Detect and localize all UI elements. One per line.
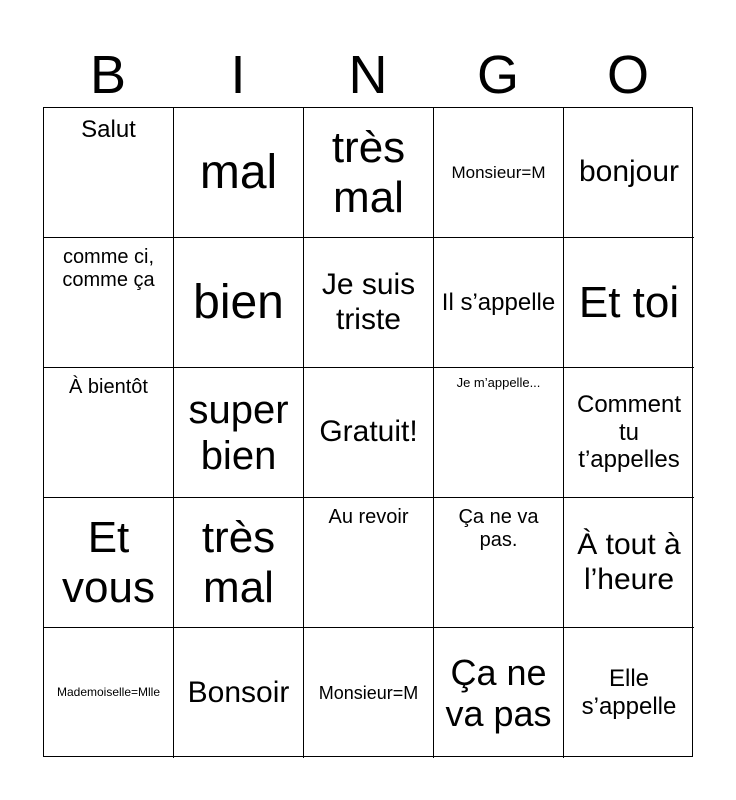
header-letter-g: G: [476, 45, 519, 105]
bingo-cell-r3-c2[interactable]: [174, 368, 304, 498]
bingo-cell-r1-c5[interactable]: [564, 108, 694, 238]
cell-text: Je m’appelle...: [456, 375, 541, 390]
bingo-cell-r2-c5[interactable]: [564, 238, 694, 368]
cell-text: Ça ne va pas: [445, 651, 552, 734]
cell-text: Je suis triste: [321, 268, 416, 336]
cell-text: Monsieur=M: [318, 682, 419, 703]
bingo-cell-r2-c2[interactable]: [174, 238, 304, 368]
bingo-cell-r4-c5[interactable]: [564, 498, 694, 628]
bingo-cell-r4-c2[interactable]: [174, 498, 304, 628]
cell-text: comme ci, comme ça: [62, 246, 155, 291]
cell-text: Gratuit!: [319, 415, 418, 449]
bingo-cell-r3-c4[interactable]: [434, 368, 564, 498]
header-letter-i: I: [230, 45, 246, 105]
header-letter-b: B: [89, 45, 127, 105]
cell-text: Au revoir: [328, 506, 409, 528]
header-letter-o: O: [606, 45, 649, 105]
bingo-cell-r4-c1[interactable]: [44, 498, 174, 628]
cell-text: bonjour: [578, 155, 680, 189]
bingo-cell-r3-c1[interactable]: [44, 368, 174, 498]
bingo-cell-r2-c1[interactable]: [44, 238, 174, 368]
bingo-cell-r5-c1[interactable]: [44, 628, 174, 758]
cell-text: mal: [199, 145, 278, 199]
cell-text: Comment tu t’appelles: [576, 391, 682, 474]
bingo-cell-r1-c3[interactable]: [304, 108, 434, 238]
cell-text: bien: [193, 275, 284, 329]
bingo-cell-r3-c3[interactable]: [304, 368, 434, 498]
cell-text: très mal: [331, 123, 406, 222]
cell-text: Et toi: [578, 277, 680, 327]
cell-text: À tout à l’heure: [577, 528, 681, 596]
bingo-cell-r2-c4[interactable]: [434, 238, 564, 368]
cell-text: Monsieur=M: [451, 162, 546, 182]
cell-text: très mal: [201, 513, 276, 612]
bingo-cell-r2-c3[interactable]: [304, 238, 434, 368]
cell-text: À bientôt: [69, 376, 148, 398]
bingo-cell-r5-c4[interactable]: [434, 628, 564, 758]
cell-text: Il s’appelle: [441, 288, 556, 316]
bingo-header: [43, 44, 693, 106]
bingo-cell-r4-c4[interactable]: [434, 498, 564, 628]
cell-text: Et vous: [62, 513, 155, 612]
bingo-board: [43, 107, 693, 757]
cell-text: Elle s’appelle: [581, 665, 677, 720]
bingo-cell-r1-c1[interactable]: [44, 108, 174, 238]
bingo-cell-r5-c5[interactable]: [564, 628, 694, 758]
bingo-cell-r5-c3[interactable]: [304, 628, 434, 758]
bingo-cell-r1-c4[interactable]: [434, 108, 564, 238]
cell-text: Mademoiselle=Mlle: [56, 685, 161, 700]
cell-text: super bien: [188, 387, 289, 478]
cell-text: Salut: [81, 116, 136, 143]
bingo-cell-r5-c2[interactable]: [174, 628, 304, 758]
bingo-cell-r1-c2[interactable]: [174, 108, 304, 238]
cell-text: Bonsoir: [187, 675, 290, 709]
bingo-cell-r4-c3[interactable]: [304, 498, 434, 628]
header-letter-n: N: [348, 45, 388, 105]
cell-text: Ça ne va pas.: [458, 506, 539, 551]
bingo-cell-r3-c5[interactable]: [564, 368, 694, 498]
